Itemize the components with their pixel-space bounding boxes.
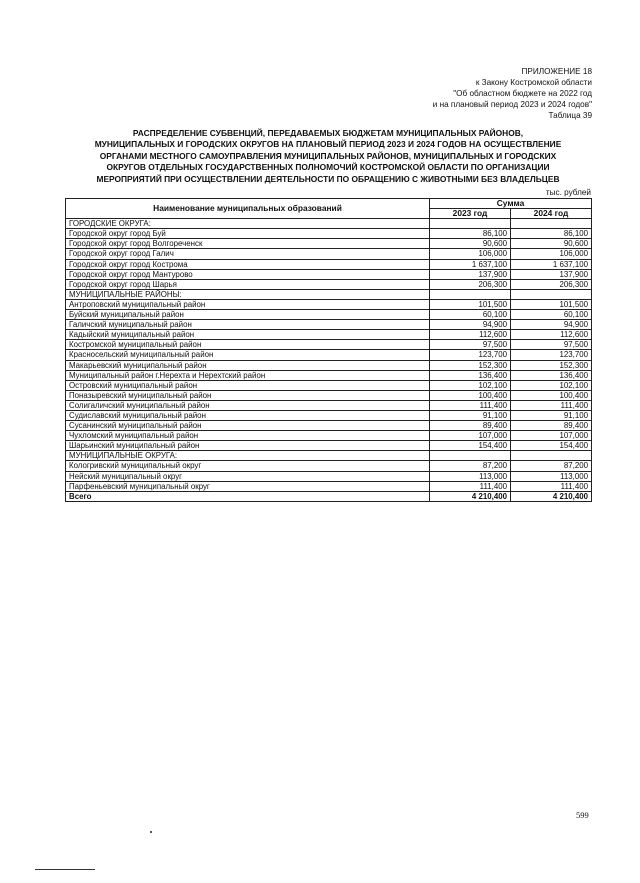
- cell-name: Галичский муниципальный район: [66, 320, 430, 330]
- year-2023-header: 2023 год: [430, 209, 511, 219]
- cell-2023: 107,000: [430, 431, 511, 441]
- table-row: [66, 390, 592, 400]
- table-row: [66, 441, 592, 451]
- appendix-line: ПРИЛОЖЕНИЕ 18: [521, 67, 592, 76]
- table-row: [66, 229, 592, 239]
- cell-name: Городской округ город Шарья: [66, 279, 430, 289]
- table-row: [66, 471, 592, 481]
- page-number: 599: [576, 810, 589, 820]
- table-row: [66, 330, 592, 340]
- units-label: тыс. рублей: [545, 188, 591, 197]
- cell-2023: 137,900: [430, 269, 511, 279]
- cell-2023: 152,300: [430, 360, 511, 370]
- cell-2024: 107,000: [511, 431, 592, 441]
- cell-name: Парфеньевский муниципальный округ: [66, 481, 430, 491]
- footnote-rule: [35, 869, 95, 870]
- cell-2024: 154,400: [511, 441, 592, 451]
- cell-name: Поназыревский муниципальный район: [66, 390, 430, 400]
- appendix-line: "Об областном бюджете на 2022 год: [453, 89, 592, 98]
- table-row: [66, 431, 592, 441]
- cell-2023: 87,200: [430, 461, 511, 471]
- cell-2024: 94,900: [511, 320, 592, 330]
- table-row: [66, 451, 592, 461]
- table-row: [66, 350, 592, 360]
- cell-2023: 112,600: [430, 330, 511, 340]
- cell-name: Антроповский муниципальный район: [66, 299, 430, 309]
- cell-name: Чухломский муниципальный район: [66, 431, 430, 441]
- cell-2023: 94,900: [430, 320, 511, 330]
- appendix-line: и на плановый период 2023 и 2024 годов": [432, 100, 592, 109]
- total-row: [66, 491, 592, 501]
- cell-2023: 111,400: [430, 481, 511, 491]
- table-row: [66, 259, 592, 269]
- cell-2023: 89,400: [430, 421, 511, 431]
- title-line: МУНИЦИПАЛЬНЫХ И ГОРОДСКИХ ОКРУГОВ НА ПЛАНОВЫЙ ПЕРИОД 2023 И 2024 ГОДОВ НА ОСУЩЕСТВЛЕНИЕ: [94, 139, 562, 150]
- table-row: [66, 461, 592, 471]
- cell-2023: 102,100: [430, 380, 511, 390]
- table-number: Таблица 39: [548, 111, 592, 120]
- cell-2023: 90,600: [430, 239, 511, 249]
- cell-name: Городской округ город Буй: [66, 229, 430, 239]
- cell-name: Судиславский муниципальный район: [66, 410, 430, 420]
- table-row: [66, 299, 592, 309]
- cell-2023: 91,100: [430, 410, 511, 420]
- cell-2024: 89,400: [511, 421, 592, 431]
- appendix-header: [433, 66, 592, 121]
- cell-name: Муниципальный район г.Нерехта и Нерехтский район: [66, 370, 430, 380]
- cell-name: Сусанинский муниципальный район: [66, 421, 430, 431]
- table-body: [66, 219, 592, 502]
- cell-2024: 206,300: [511, 279, 592, 289]
- cell-2024: 102,100: [511, 380, 592, 390]
- cell-name: МУНИЦИПАЛЬНЫЕ ОКРУГА:: [66, 451, 430, 461]
- cell-2024: 112,600: [511, 330, 592, 340]
- cell-2023: 111,400: [430, 400, 511, 410]
- cell-name: ГОРОДСКИЕ ОКРУГА:: [66, 219, 430, 229]
- cell-2023: 106,000: [430, 249, 511, 259]
- cell-2024: 101,500: [511, 299, 592, 309]
- title-line: ОКРУГОВ ОТДЕЛЬНЫХ ГОСУДАРСТВЕННЫХ ПОЛНОМОЧИЙ КОСТРОМСКОЙ ОБЛАСТИ ПО ОРГАНИЗАЦИИ: [106, 162, 550, 173]
- cell-2023: 1 637,100: [430, 259, 511, 269]
- cell-2023: [430, 219, 511, 229]
- document-title: [64, 128, 592, 185]
- table-row: [66, 219, 592, 229]
- cell-2024: 91,100: [511, 410, 592, 420]
- cell-2023: 101,500: [430, 299, 511, 309]
- table-row: [66, 380, 592, 390]
- cell-name: Нейский муниципальный округ: [66, 471, 430, 481]
- name-column-header: Наименование муниципальных образований: [66, 199, 430, 219]
- cell-name: Всего: [66, 491, 430, 501]
- cell-2024: 86,100: [511, 229, 592, 239]
- table-row: [66, 249, 592, 259]
- cell-2023: 154,400: [430, 441, 511, 451]
- cell-2023: 100,400: [430, 390, 511, 400]
- cell-name: МУНИЦИПАЛЬНЫЕ РАЙОНЫ:: [66, 289, 430, 299]
- cell-2023: 60,100: [430, 310, 511, 320]
- cell-name: Городской округ город Галич: [66, 249, 430, 259]
- cell-2023: 97,500: [430, 340, 511, 350]
- year-2024-header: 2024 год: [511, 209, 592, 219]
- table-row: [66, 370, 592, 380]
- scan-speck: [150, 831, 152, 833]
- table-row: [66, 410, 592, 420]
- cell-2023: 206,300: [430, 279, 511, 289]
- table-row: [66, 481, 592, 491]
- title-line: РАСПРЕДЕЛЕНИЕ СУБВЕНЦИЙ, ПЕРЕДАВАЕМЫХ БЮДЖЕТАМ МУНИЦИПАЛЬНЫХ РАЙОНОВ,: [132, 128, 524, 138]
- cell-name: Макарьевский муниципальный район: [66, 360, 430, 370]
- title-line: МЕРОПРИЯТИЙ ПРИ ОСУЩЕСТВЛЕНИИ ДЕЯТЕЛЬНОСТИ ПО ОБРАЩЕНИЮ С ЖИВОТНЫМИ БЕЗ ВЛАДЕЛЬЦЕВ: [96, 173, 560, 184]
- cell-2024: [511, 289, 592, 299]
- cell-2024: 100,400: [511, 390, 592, 400]
- cell-2023: 4 210,400: [430, 491, 511, 501]
- cell-2024: [511, 451, 592, 461]
- cell-2023: [430, 289, 511, 299]
- table-row: [66, 360, 592, 370]
- cell-name: Костромской муниципальный район: [66, 340, 430, 350]
- appendix-line: к Закону Костромской области: [475, 78, 592, 87]
- cell-2023: 136,400: [430, 370, 511, 380]
- cell-2024: 136,400: [511, 370, 592, 380]
- cell-2023: 86,100: [430, 229, 511, 239]
- cell-name: Городской округ город Кострома: [66, 259, 430, 269]
- cell-2024: 90,600: [511, 239, 592, 249]
- cell-name: Кадыйский муниципальный район: [66, 330, 430, 340]
- cell-name: Буйский муниципальный район: [66, 310, 430, 320]
- cell-2024: 4 210,400: [511, 491, 592, 501]
- cell-name: Городской округ город Волгореченск: [66, 239, 430, 249]
- cell-2024: 111,400: [511, 400, 592, 410]
- table-row: [66, 310, 592, 320]
- cell-2024: 60,100: [511, 310, 592, 320]
- cell-name: Солигаличский муниципальный район: [66, 400, 430, 410]
- table-row: [66, 289, 592, 299]
- cell-name: Красносельский муниципальный район: [66, 350, 430, 360]
- cell-2024: 87,200: [511, 461, 592, 471]
- cell-2024: 1 637,100: [511, 259, 592, 269]
- table-row: [66, 269, 592, 279]
- cell-name: Кологривский муниципальный округ: [66, 461, 430, 471]
- cell-2024: 111,400: [511, 481, 592, 491]
- cell-2023: [430, 451, 511, 461]
- cell-2023: 123,700: [430, 350, 511, 360]
- table-row: [66, 340, 592, 350]
- cell-2024: 113,000: [511, 471, 592, 481]
- cell-name: Городской округ город Мантурово: [66, 269, 430, 279]
- cell-2024: 152,300: [511, 360, 592, 370]
- table-row: [66, 239, 592, 249]
- cell-2024: 137,900: [511, 269, 592, 279]
- sum-column-header: Сумма: [430, 199, 592, 209]
- cell-name: Островский муниципальный район: [66, 380, 430, 390]
- cell-2024: 123,700: [511, 350, 592, 360]
- table-row: [66, 421, 592, 431]
- cell-2024: 106,000: [511, 249, 592, 259]
- cell-2024: 97,500: [511, 340, 592, 350]
- table-row: [66, 400, 592, 410]
- table-row: [66, 320, 592, 330]
- subsidy-table: [65, 198, 592, 502]
- title-line: ОРГАНАМИ МЕСТНОГО САМОУПРАВЛЕНИЯ МУНИЦИПАЛЬНЫХ РАЙОНОВ, МУНИЦИПАЛЬНЫХ И ГОРОДСКИХ: [99, 150, 557, 161]
- cell-2024: [511, 219, 592, 229]
- table-row: [66, 279, 592, 289]
- cell-name: Шарьинский муниципальный район: [66, 441, 430, 451]
- cell-2023: 113,000: [430, 471, 511, 481]
